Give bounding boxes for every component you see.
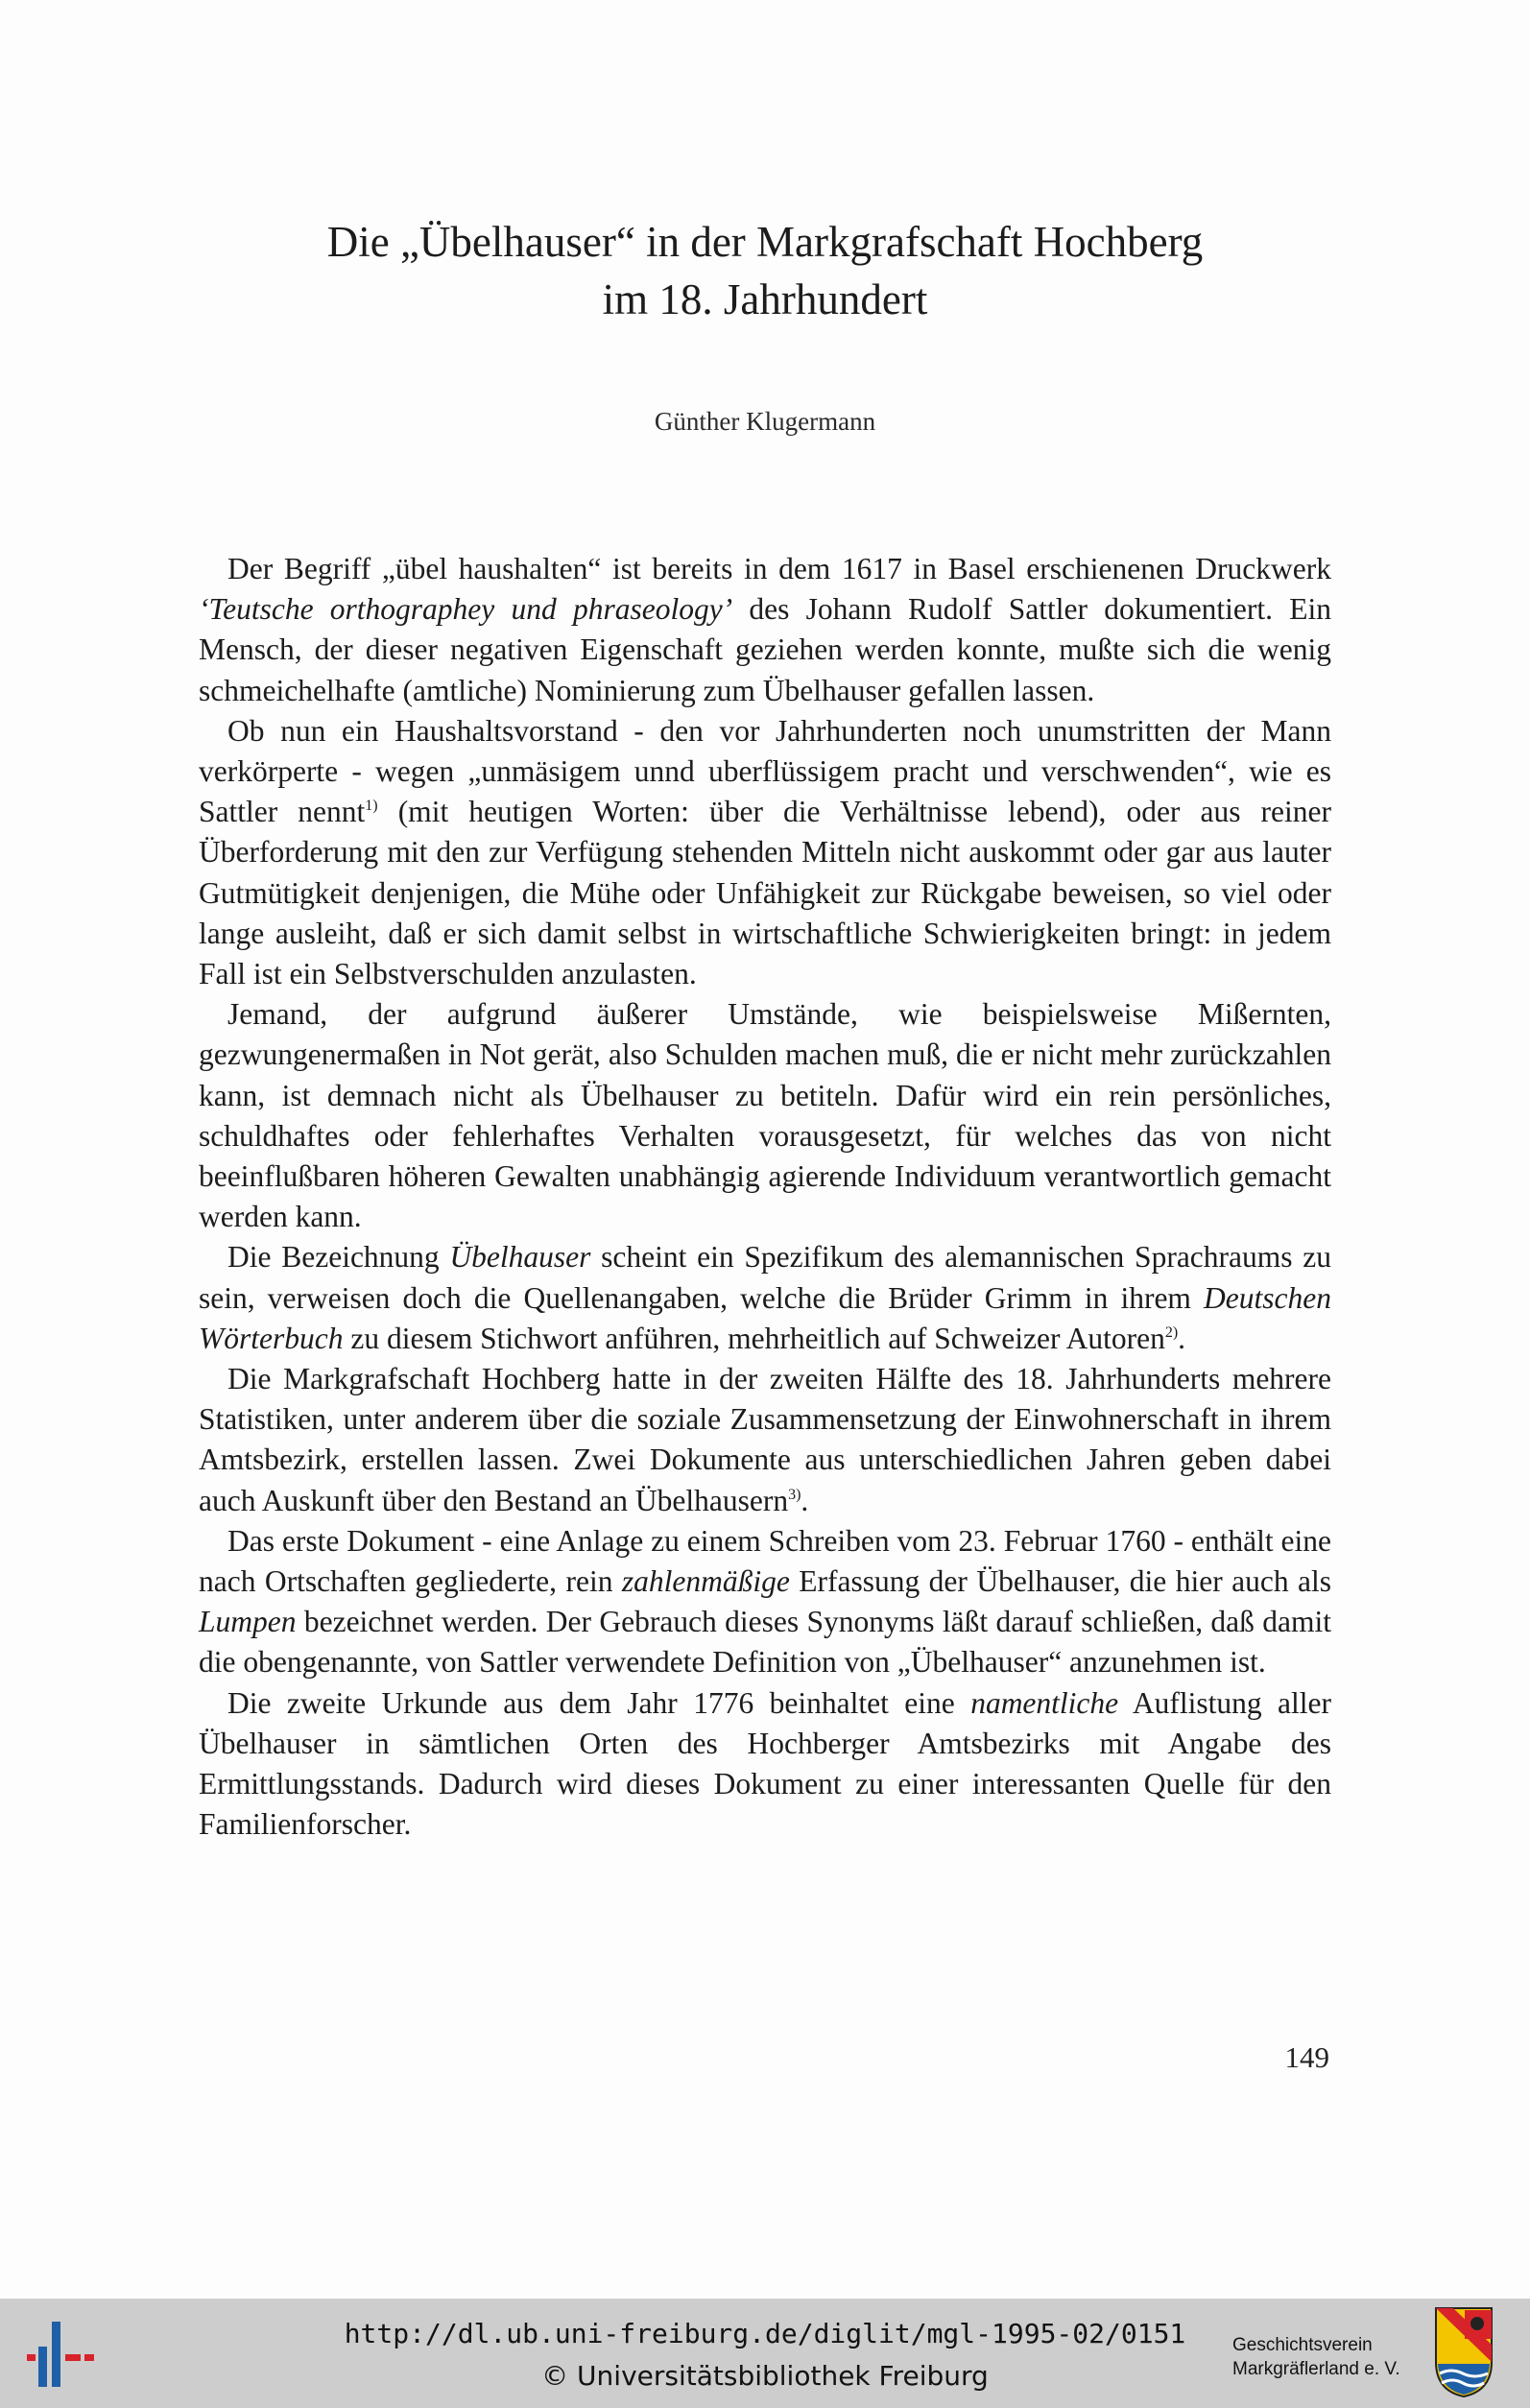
- text-run: Die Markgrafschaft Hochberg hatte in der zweiten Hälfte des 18. Jahrhunderts mehrere Statistiken, unter anderem über die soziale Zusammensetzung der Einwohnerschaft in ihrem Amtsbezirk, erstellen lassen. Zwei Dokumente aus unterschiedlichen Jahren geben dabei auch Auskunft über den Bestand an Übelhausern: [199, 1362, 1331, 1517]
- text-run: Ob nun ein Haushaltsvorstand - den vor Jahrhunderten noch unumstritten der Mann verkörperte - wegen „unmäsigem unnd uberflüssigem pracht und verschwenden“, wie es Sattler nennt: [199, 713, 1331, 829]
- paragraph-2: [199, 711, 1331, 994]
- footer-bar: [0, 2299, 1530, 2408]
- text-run: Das erste Dokument - eine Anlage zu einem Schreiben vom 23. Februar 1760 - enthält eine nach Ortschaften gegliederte, rein: [199, 1523, 1331, 1599]
- coat-of-arms-icon[interactable]: [1434, 2306, 1494, 2398]
- text-run: Die zweite Urkunde aus dem Jahr 1776 beinhaltet eine: [227, 1685, 971, 1720]
- society-line-2: Markgräflerland e. V.: [1232, 2359, 1400, 2379]
- italic-dictionary-title: Deutschen Wörterbuch: [199, 1280, 1331, 1355]
- footnote-ref-3: 3): [788, 1486, 801, 1503]
- text-run: Die Bezeichnung: [227, 1240, 450, 1275]
- footnote-ref-1: 1): [365, 798, 378, 815]
- page-number: 149: [1284, 2040, 1329, 2074]
- paragraph-3: Jemand, der aufgrund äußerer Umstände, wie beispielsweise Mißernten, gezwungenermaßen in Not gerät, also Schulden machen muß, die er nicht mehr zurückzahlen kann, ist demnach nicht als Übelhauser zu betiteln. Dafür wird ein rein persönliches, schuldhaftes oder fehlerhaftes Verhalten vorausgesetzt, für welches das von nicht beeinflußbaren höheren Gewalten unabhängig agierende Individuum verantwortlich gemacht werden kann.: [199, 997, 1331, 1234]
- author-name: Günther Klugermann: [654, 407, 876, 436]
- italic-term: namentliche: [970, 1685, 1119, 1720]
- article-title: [0, 213, 1530, 328]
- footer-copyright: © Universitätsbibliothek Freiburg: [541, 2360, 989, 2392]
- text-run: bezeichnet werden. Der Gebrauch dieses Synonyms läßt darauf schließen, daß damit die obengenannte, von Sattler verwendete Definition von „Übelhauser“ anzunehmen ist.: [199, 1605, 1331, 1680]
- text-run: (mit heutigen Worten: über die Verhältnisse lebend), oder aus reiner Überforderung mit den zur Verfügung stehenden Mitteln nicht auskommt oder gar aus lauter Gutmütigkeit denjenigen, die Mühe oder Unfähigkeit zur Rückgabe beweisen, so viel oder lange ausleiht, daß er sich damit selbst in wirtschaftliche Schwierigkeiten bringt: in jedem Fall ist ein Selbstverschulden anzulasten.: [199, 795, 1332, 991]
- text-run: .: [801, 1483, 809, 1517]
- text-run: des Johann Rudolf Sattler dokumentiert. Ein Mensch, der dieser negativen Eigenschaft geziehen werden konnte, mußte sich die wenig schmeichelhafte (amtliche) Nominierung zum Übelhauser gefallen lassen.: [199, 592, 1331, 707]
- footer-url-link[interactable]: http://dl.ub.uni-freiburg.de/diglit/mgl-1995-02/0151: [344, 2318, 1186, 2349]
- italic-term: Lumpen: [199, 1605, 297, 1639]
- footnote-ref-2: 2): [1164, 1323, 1179, 1341]
- italic-book-title: ‘Teutsche orthographey und phraseology’: [199, 592, 733, 627]
- paragraph-6: [199, 1521, 1331, 1683]
- society-name: [1232, 2333, 1400, 2381]
- title-line-2: im 18. Jahrhundert: [602, 275, 928, 323]
- text-run: .: [1178, 1321, 1186, 1355]
- article-body: [199, 549, 1331, 1846]
- paragraph-1: [199, 549, 1331, 711]
- text-run: Erfassung der Übelhauser, die hier auch als: [789, 1564, 1331, 1599]
- paragraph-4: [199, 1237, 1331, 1359]
- italic-term: zahlenmäßige: [621, 1564, 790, 1599]
- text-run: Der Begriff „übel haushalten“ ist bereits in dem 1617 in Basel erschienenen Druckwerk: [227, 552, 1331, 585]
- paragraph-5: [199, 1359, 1331, 1521]
- title-line-1: Die „Übelhauser“ in der Markgrafschaft Hochberg: [326, 218, 1204, 266]
- paragraph-7: [199, 1683, 1331, 1846]
- italic-term: Übelhauser: [449, 1240, 591, 1275]
- society-line-1: Geschichtsverein: [1232, 2335, 1373, 2355]
- text-run: scheint ein Spezifikum des alemannischen Sprachraums zu sein, verweisen doch die Quellenangaben, welche die Brüder Grimm in ihrem: [199, 1240, 1331, 1315]
- text-run: Auflistung aller Übelhauser in sämtlichen Orten des Hochberger Amtsbezirks mit Angabe des Ermittlungsstands. Dadurch wird dieses Dokument zu einer interessanten Quelle für den Familienforscher.: [199, 1685, 1331, 1842]
- text-run: zu diesem Stichwort anführen, mehrheitlich auf Schweizer Autoren: [343, 1321, 1165, 1355]
